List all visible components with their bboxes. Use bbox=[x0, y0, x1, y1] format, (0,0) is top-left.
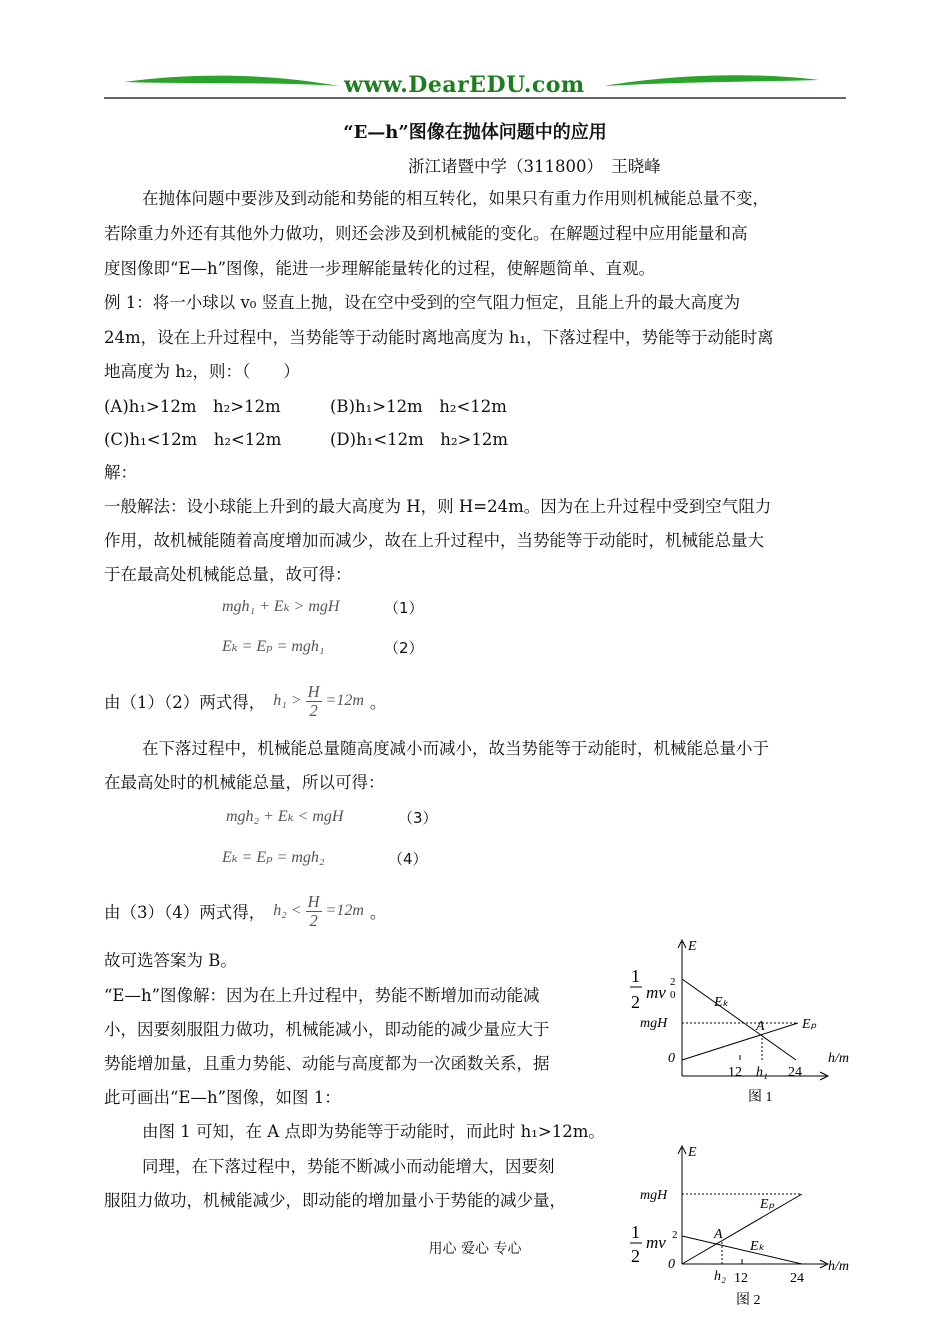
fig1-ek-line bbox=[682, 979, 796, 1060]
result-2-fraction bbox=[306, 893, 322, 930]
fall-line-2: 在最高处时的机械能总量，所以可得： bbox=[104, 773, 385, 792]
fig2-caption: 图 2 bbox=[736, 1293, 761, 1308]
fig1-sup2: 2 bbox=[670, 976, 676, 988]
fig2-mv: mv bbox=[646, 1233, 666, 1252]
result-1-fraction bbox=[306, 683, 322, 720]
equation-2: Eₖ = Eₚ = mgh₁ bbox=[222, 638, 325, 655]
fig1-sub0: 0 bbox=[670, 989, 676, 1001]
result-2-rhs: =12m bbox=[325, 902, 364, 919]
result-2-lhs: h₂ < bbox=[273, 902, 302, 919]
fig1-half-num: 1 bbox=[631, 966, 640, 986]
option-c: (C)h₁<12m h₂<12m bbox=[104, 430, 282, 449]
fig1-ek-label: Eₖ bbox=[714, 995, 729, 1010]
graph-line-3: 势能增加量，且重力势能、动能与高度都为一次函数关系，据 bbox=[104, 1054, 550, 1073]
fig2-ylabel: E bbox=[688, 1145, 697, 1160]
fig1-origin: 0 bbox=[668, 1051, 675, 1066]
result-2-prefix: 由（3）（4）两式得， bbox=[104, 903, 266, 922]
equation-4: Eₖ = Eₚ = mgh₂ bbox=[222, 849, 325, 866]
fig2-ep-label: Eₚ bbox=[760, 1197, 775, 1212]
example-line-2: 24m，设在上升过程中，当势能等于动能时离地高度为 h₁，下落过程中，势能等于动能时离 bbox=[104, 328, 774, 347]
fall-line-1: 在下落过程中，机械能总量随高度减小而减小，故当势能等于动能时，机械能总量小于 bbox=[142, 739, 769, 758]
result-1 bbox=[104, 678, 386, 724]
equation-3: mgh₂ + Eₖ < mgH bbox=[226, 808, 344, 825]
equation-1: mgh₁ + Eₖ > mgH bbox=[222, 598, 340, 615]
equation-3-number: （3） bbox=[398, 809, 438, 827]
fig1-ep-label: Eₚ bbox=[802, 1017, 817, 1032]
answer-line: 故可选答案为 B。 bbox=[104, 951, 237, 970]
same-line-1: 同理，在下落过程中，势能不断减小而动能增大，因要刻 bbox=[142, 1157, 555, 1176]
fig2-ek-label: Eₖ bbox=[750, 1239, 765, 1254]
graph-line-2: 小，因要刻服阻力做功，机械能减小，即动能的减少量应大于 bbox=[104, 1020, 550, 1039]
option-b: (B)h₁>12m h₂<12m bbox=[330, 397, 507, 416]
result-1-prefix: 由（1）（2）两式得， bbox=[104, 693, 266, 712]
same-line-2: 服阻力做功，机械能减少，即动能的增加量小于势能的减少量， bbox=[104, 1191, 566, 1210]
page-footer: 用心 爱心 专心 bbox=[428, 1241, 522, 1257]
general-line-2: 作用，故机械能随着高度增加而减少，故在上升过程中，当势能等于动能时，机械能总量大 bbox=[104, 531, 764, 550]
fig2-half-num: 1 bbox=[631, 1222, 640, 1242]
fig1-point-a: A bbox=[756, 1019, 765, 1034]
result-1-numerator: H bbox=[307, 681, 320, 701]
general-line-1: 一般解法：设小球能上升到的最大高度为 H，则 H=24m。因为在上升过程中受到空气阻力 bbox=[104, 497, 772, 516]
graph-line-4: 此可画出“E—h”图像，如图 1： bbox=[104, 1088, 341, 1107]
figure-1-note: 由图 1 可知，在 A 点即为势能等于动能时，而此时 h₁>12m。 bbox=[142, 1122, 605, 1141]
general-line-3: 于在最高处机械能总量，故可得： bbox=[104, 565, 352, 584]
fig2-sup2: 2 bbox=[672, 1229, 678, 1241]
fig1-tick-label-12: 12 bbox=[728, 1065, 742, 1080]
fig1-xlabel: h/m bbox=[828, 1051, 849, 1066]
site-logo-text: www.DearEDU.com bbox=[344, 72, 585, 98]
fig2-tick-label-h2: h₂ bbox=[714, 1269, 726, 1284]
intro-line-2: 若除重力外还有其他外力做功，则还会涉及到机械能的变化。在解题过程中应用能量和高 bbox=[104, 224, 748, 243]
fig2-mgh: mgH bbox=[640, 1188, 668, 1203]
example-line-1: 例 1：将一小球以 v₀ 竖直上抛，设在空中受到的空气阻力恒定，且能上升的最大高度为 bbox=[104, 293, 741, 312]
equation-2-number: （2） bbox=[384, 639, 424, 657]
intro-line-1: 在抛体问题中要涉及到动能和势能的相互转化，如果只有重力作用则机械能总量不变， bbox=[142, 189, 769, 208]
intro-line-3: 度图像即“E—h”图像，能进一步理解能量转化的过程，使解题简单、直观。 bbox=[104, 259, 656, 278]
fig1-mv: mv bbox=[646, 983, 666, 1002]
result-2-denominator: 2 bbox=[309, 910, 318, 930]
result-1-end: 。 bbox=[369, 693, 387, 712]
result-2-end: 。 bbox=[369, 903, 387, 922]
fig2-point-a: A bbox=[714, 1227, 723, 1242]
result-2 bbox=[104, 888, 386, 934]
option-a: (A)h₁>12m h₂>12m bbox=[104, 397, 281, 416]
example-line-3: 地高度为 h₂，则：（ ） bbox=[104, 362, 300, 381]
fig1-caption: 图 1 bbox=[748, 1090, 773, 1105]
fig2-origin: 0 bbox=[668, 1257, 675, 1272]
option-d: (D)h₁<12m h₂>12m bbox=[330, 430, 509, 449]
fig2-half-den: 2 bbox=[631, 1246, 640, 1266]
result-1-lhs: h₁ > bbox=[273, 692, 302, 709]
fig1-tick-label-h1: h₁ bbox=[756, 1065, 768, 1080]
result-1-rhs: =12m bbox=[325, 692, 364, 709]
header-banner bbox=[104, 70, 846, 104]
page-title: “E—h”图像在抛体问题中的应用 bbox=[343, 122, 607, 143]
fig1-ep-line bbox=[682, 1023, 798, 1060]
fig2-tick-label-12: 12 bbox=[734, 1271, 748, 1286]
fig2-tick-label-24: 24 bbox=[790, 1271, 804, 1286]
fig1-ylabel: E bbox=[688, 939, 697, 954]
fig2-xlabel: h/m bbox=[828, 1259, 849, 1274]
figure-1 bbox=[626, 936, 866, 1112]
fig1-tick-label-24: 24 bbox=[788, 1065, 802, 1080]
solution-label: 解： bbox=[104, 463, 137, 482]
author-line: 浙江诸暨中学（311800） 王晓峰 bbox=[408, 157, 661, 176]
result-2-numerator: H bbox=[307, 891, 320, 911]
figure-2 bbox=[626, 1142, 866, 1312]
graph-line-1: “E—h”图像解：因为在上升过程中，势能不断增加而动能减 bbox=[104, 986, 540, 1005]
fig1-mgh: mgH bbox=[640, 1016, 668, 1031]
fig1-half-den: 2 bbox=[631, 992, 640, 1012]
equation-1-number: （1） bbox=[384, 599, 424, 617]
equation-4-number: （4） bbox=[388, 850, 428, 868]
result-1-denominator: 2 bbox=[309, 700, 318, 720]
